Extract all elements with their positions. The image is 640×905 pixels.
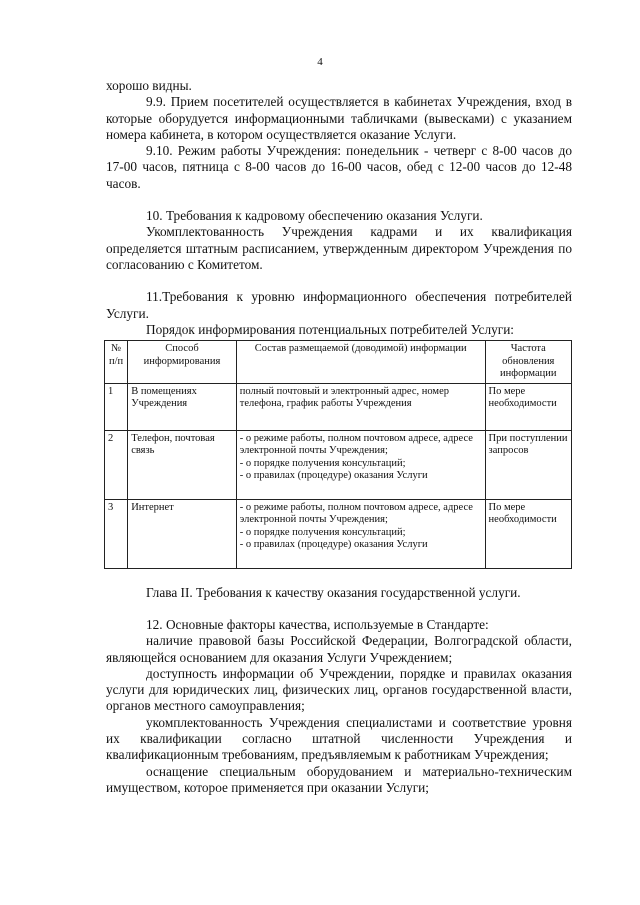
paragraph-9-10: 9.10. Режим работы Учреждения: понедельник - четверг с 8-00 часов до 17-00 часов, пятница с 8-00 часов до 16-00 часов, обед с 12-00 часов до 12-48 часов. <box>106 143 572 191</box>
row-number: 1 <box>105 383 128 430</box>
row-frequency: По мере необходимости <box>485 383 571 430</box>
row-number: 2 <box>105 430 128 499</box>
table-row <box>105 499 572 568</box>
table-header-cell: № п/п <box>105 341 128 384</box>
table-header-cell: Способ информирования <box>128 341 237 384</box>
paragraph: хорошо видны. <box>106 78 192 93</box>
section-12-title: 12. Основные факторы качества, используемые в Стандарте: <box>146 616 489 632</box>
info-line: - о режиме работы, полном почтовом адресе, адресе электронной почты Учреждения; <box>239 432 473 457</box>
row-number: 3 <box>105 499 128 568</box>
row-method: Интернет <box>128 499 237 568</box>
section-10-text: Укомплектованность Учреждения кадрами и их квалификация определяется штатным расписанием, утвержденным директором Учреждения по согласованию с Комитетом. <box>106 224 572 272</box>
row-info <box>236 383 485 430</box>
quality-factor-item: доступность информации об Учреждении, порядке и правилах оказания услуги для юридических лиц, физических лиц, органов государственной власти, органов местного самоуправления; <box>106 665 572 714</box>
table-row <box>105 430 572 499</box>
table-header-row <box>105 341 572 384</box>
information-table <box>104 340 572 569</box>
quality-factor-item: укомплектованность Учреждения специалистами и соответствие уровня их квалификации согласно штатной численности Учреждения и квалификационным требованиям, предъявляемым к работникам Учреждения; <box>106 714 572 763</box>
row-method: Телефон, почтовая связь <box>128 430 237 499</box>
quality-factor-item: наличие правовой базы Российской Федерации, Волгоградской области, являющейся основанием для оказания Услуги Учреждением; <box>106 633 572 665</box>
row-frequency: При поступлении запросов <box>485 430 571 499</box>
info-line: - о порядке получения консультаций; <box>239 457 406 469</box>
quality-factor-item: оснащение специальным оборудованием и материально-техническим имуществом, которое применяется при оказании Услуги; <box>106 763 572 795</box>
info-line: - о правилах (процедуре) оказания Услуги <box>239 539 428 551</box>
paragraph-9-9: 9.9. Прием посетителей осуществляется в кабинетах Учреждения, вход в которые оборудуется информационными табличками (вывесками) с указанием номера кабинета, в котором осуществляется оказание Услуги. <box>106 94 572 142</box>
row-info <box>236 430 485 499</box>
section-11-title: 11.Требования к уровню информационного обеспечения потребителей Услуги. <box>106 289 572 321</box>
info-line: - о правилах (процедуре) оказания Услуги <box>239 470 428 482</box>
row-info <box>236 499 485 568</box>
row-frequency: По мере необходимости <box>485 499 571 568</box>
row-method: В помещениях Учреждения <box>128 383 237 430</box>
table-row <box>105 383 572 430</box>
page-number: 4 <box>317 56 323 68</box>
document-body <box>106 78 572 796</box>
info-line: полный почтовый и электронный адрес, номер телефона, график работы Учреждения <box>239 385 449 410</box>
info-line: - о порядке получения консультаций; <box>239 526 406 538</box>
section-10-title: 10. Требования к кадровому обеспечению оказания Услуги. <box>146 208 483 224</box>
section-11-subtitle: Порядок информирования потенциальных потребителей Услуги: <box>146 321 515 337</box>
table-header-cell: Частота обновления информации <box>485 341 571 384</box>
table-header-cell: Состав размещаемой (доводимой) информации <box>236 341 485 384</box>
info-line: - о режиме работы, полном почтовом адресе, адресе электронной почты Учреждения; <box>239 501 473 526</box>
chapter-2-title: Глава II. Требования к качеству оказания государственной услуги. <box>146 584 521 600</box>
